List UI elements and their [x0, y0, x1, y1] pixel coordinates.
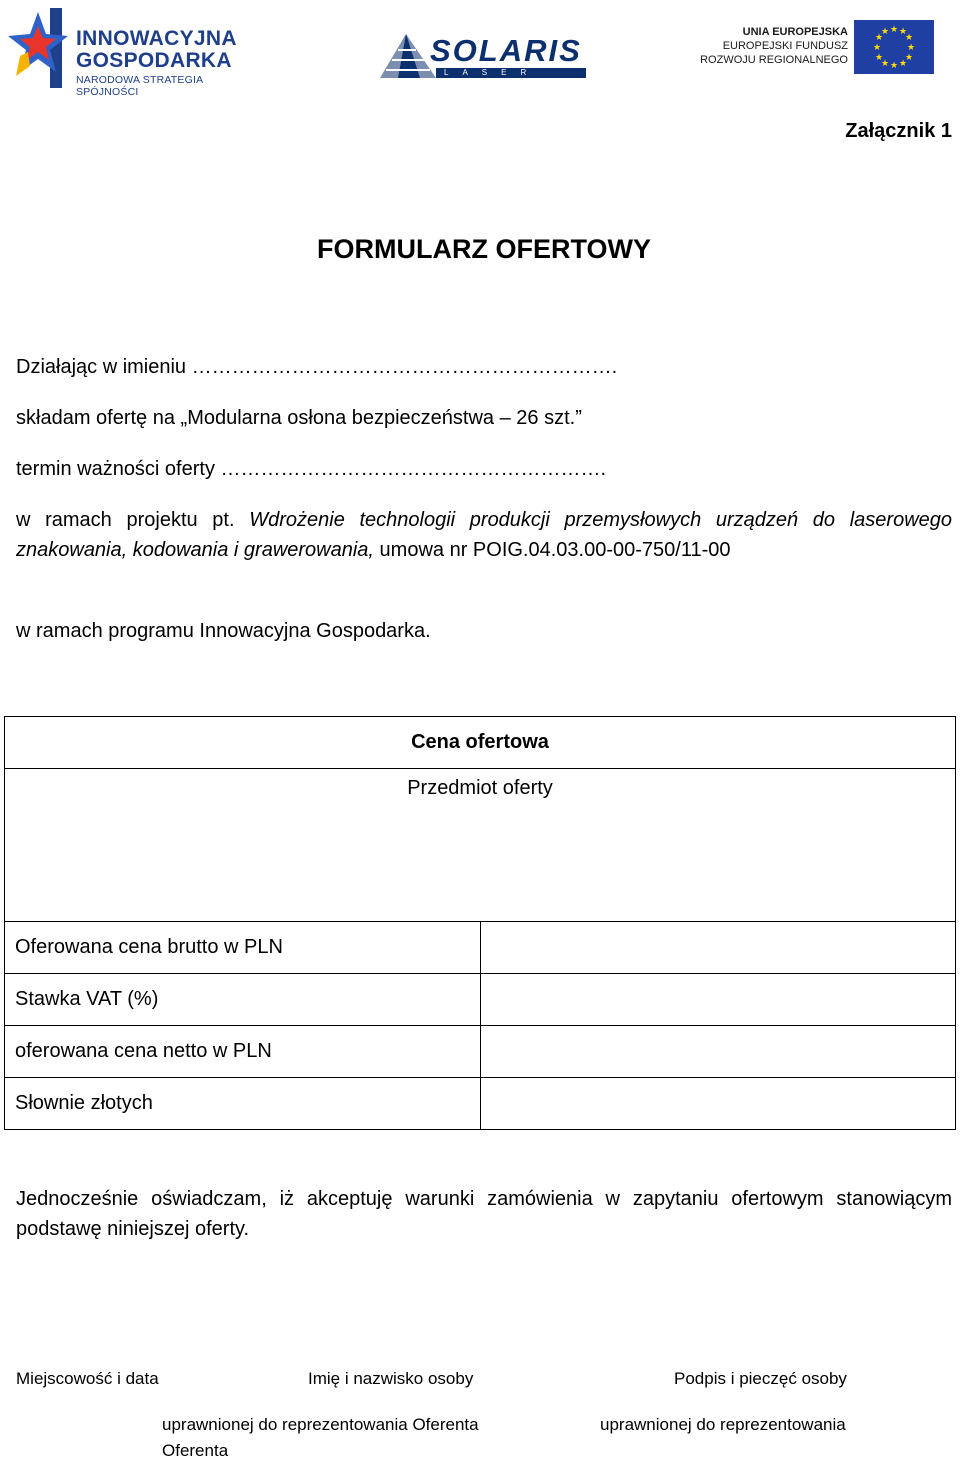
annex-label: Załącznik 1: [845, 120, 952, 142]
program-line: w ramach programu Innowacyjna Gospodarka.: [16, 620, 431, 642]
acting-line: Działając w imieniu ……………………………………………………….: [16, 356, 618, 378]
solaris-sub: LASER: [436, 68, 586, 78]
svg-text:★: ★: [874, 33, 884, 43]
project-prefix: w ramach projektu pt.: [16, 509, 250, 531]
price-table: [4, 716, 956, 1130]
project-paragraph: [16, 505, 952, 565]
offer-line: składam ofertę na „Modularna osłona bezpieczeństwa – 26 szt.”: [16, 407, 582, 429]
table-row: [5, 1078, 956, 1130]
footer-place-date: Miejscowość i data: [16, 1369, 159, 1388]
table-row: [5, 974, 956, 1026]
solaris-pyramid-icon: [378, 32, 438, 82]
eu-logo: [700, 20, 940, 76]
footer-name-line1: Imię i nazwisko osoby: [308, 1369, 474, 1388]
row-value-field[interactable]: [481, 1078, 956, 1130]
eu-logo-line2: EUROPEJSKI FUNDUSZ: [722, 40, 848, 52]
row-label: Stawka VAT (%): [5, 974, 481, 1026]
row-label: oferowana cena netto w PLN: [5, 1026, 481, 1078]
svg-text:★: ★: [898, 27, 908, 37]
ig-logo-line3: NARODOWA STRATEGIA SPÓJNOŚCI: [76, 74, 203, 98]
ig-logo-line2: GOSPODARKA: [76, 49, 232, 72]
ig-star-icon: [6, 6, 70, 90]
eu-logo-line3: ROZWOJU REGIONALNEGO: [700, 54, 848, 66]
footer-name-line3: Oferenta: [162, 1441, 229, 1460]
svg-text:★: ★: [904, 53, 914, 63]
page-title: FORMULARZ OFERTOWY: [317, 234, 651, 264]
table-header: Cena ofertowa: [5, 717, 956, 769]
svg-text:★: ★: [904, 33, 914, 43]
row-label: Oferowana cena brutto w PLN: [5, 922, 481, 974]
solaris-laser-logo: [378, 18, 590, 90]
solaris-wordmark: SOLARIS: [430, 33, 582, 68]
table-subject: Przedmiot oferty: [5, 769, 956, 922]
svg-text:★: ★: [889, 25, 899, 35]
table-row: [5, 922, 956, 974]
table-row: [5, 1026, 956, 1078]
ig-logo-line1: INNOWACYJNA: [76, 27, 237, 50]
footer-sign-line2: uprawnionej do reprezentowania: [600, 1415, 846, 1434]
svg-text:★: ★: [898, 59, 908, 69]
project-title: Wdrożenie technologii produkcji przemysłowych urządzeń do laserowego znakowania, kodowania i grawerowania,: [16, 509, 953, 561]
innowacyjna-gospodarka-logo: [6, 6, 256, 98]
validity-line: termin ważności oferty ………………………………………………….: [16, 458, 607, 480]
svg-text:★: ★: [880, 27, 890, 37]
svg-text:★: ★: [874, 53, 884, 63]
svg-text:★: ★: [906, 43, 916, 53]
svg-text:★: ★: [880, 59, 890, 69]
footer-name-line2: uprawnionej do reprezentowania Oferenta: [162, 1415, 479, 1434]
svg-text:★: ★: [872, 43, 882, 53]
row-value-field[interactable]: [481, 922, 956, 974]
row-value-field[interactable]: [481, 974, 956, 1026]
row-label: Słownie złotych: [5, 1078, 481, 1130]
row-value-field[interactable]: [481, 1026, 956, 1078]
project-suffix: umowa nr POIG.04.03.00-00-750/11-00: [374, 539, 731, 561]
eu-flag-icon: [854, 20, 934, 74]
eu-logo-line1: UNIA EUROPEJSKA: [742, 26, 848, 38]
footer-sign-line1: Podpis i pieczęć osoby: [674, 1369, 847, 1388]
declaration: Jednocześnie oświadczam, iż akceptuję warunki zamówienia w zapytaniu ofertowym stanowiącym podstawę niniejszej oferty.: [16, 1188, 952, 1240]
svg-text:★: ★: [889, 61, 899, 71]
